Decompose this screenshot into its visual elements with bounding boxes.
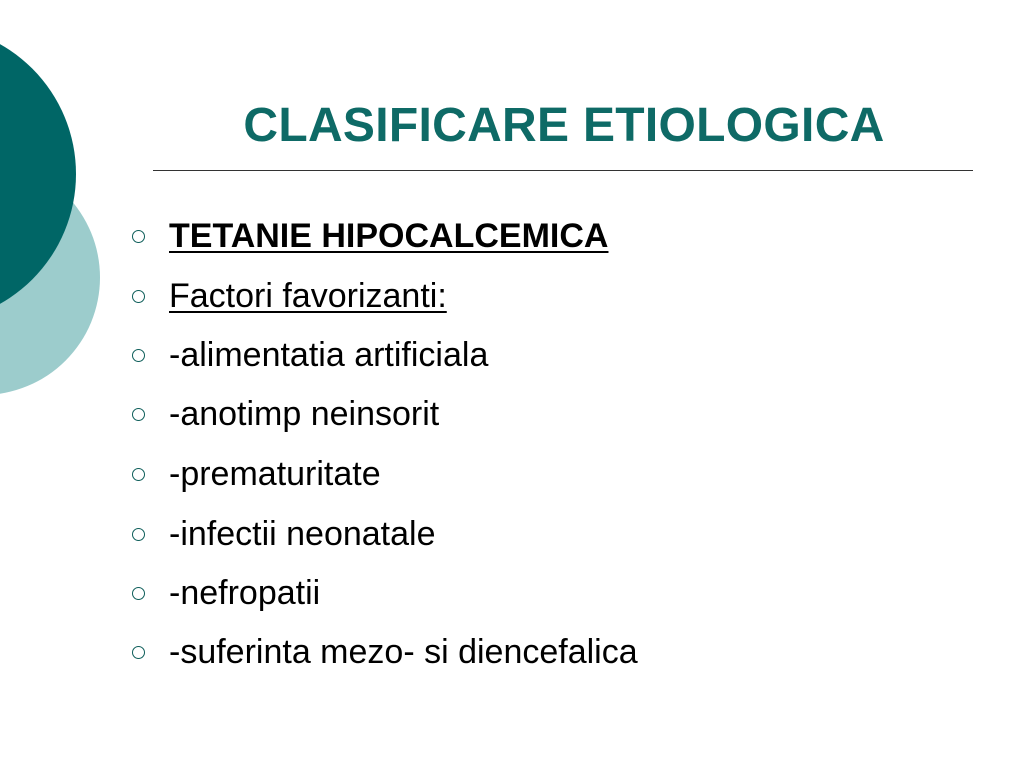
- bullet-text: -prematuritate: [169, 455, 381, 493]
- bullet-item: [132, 512, 436, 556]
- bullet-text: Factori favorizanti:: [169, 277, 447, 315]
- hollow-circle-bullet-icon: [132, 230, 145, 243]
- bullet-text: -suferinta mezo- si diencefalica: [169, 633, 638, 671]
- hollow-circle-bullet-icon: [132, 646, 145, 659]
- title-divider: [153, 170, 973, 171]
- bullet-text: -alimentatia artificiala: [169, 336, 489, 374]
- hollow-circle-bullet-icon: [132, 349, 145, 362]
- hollow-circle-bullet-icon: [132, 290, 145, 303]
- bullet-text: -anotimp neinsorit: [169, 395, 440, 433]
- bullet-item: [132, 333, 488, 377]
- slide-title: CLASIFICARE ETIOLOGICA: [243, 99, 885, 152]
- bullet-text: TETANIE HIPOCALCEMICA: [169, 217, 609, 255]
- hollow-circle-bullet-icon: [132, 468, 145, 481]
- hollow-circle-bullet-icon: [132, 408, 145, 421]
- bullet-item: [132, 571, 320, 615]
- bullet-item: [132, 452, 381, 496]
- bullet-item: [132, 630, 638, 674]
- hollow-circle-bullet-icon: [132, 528, 145, 541]
- bullet-text: -infectii neonatale: [169, 515, 436, 553]
- hollow-circle-bullet-icon: [132, 587, 145, 600]
- bullet-item: [132, 274, 447, 318]
- bullet-item: [132, 214, 608, 258]
- bullet-text: -nefropatii: [169, 574, 321, 612]
- bullet-item: [132, 392, 439, 436]
